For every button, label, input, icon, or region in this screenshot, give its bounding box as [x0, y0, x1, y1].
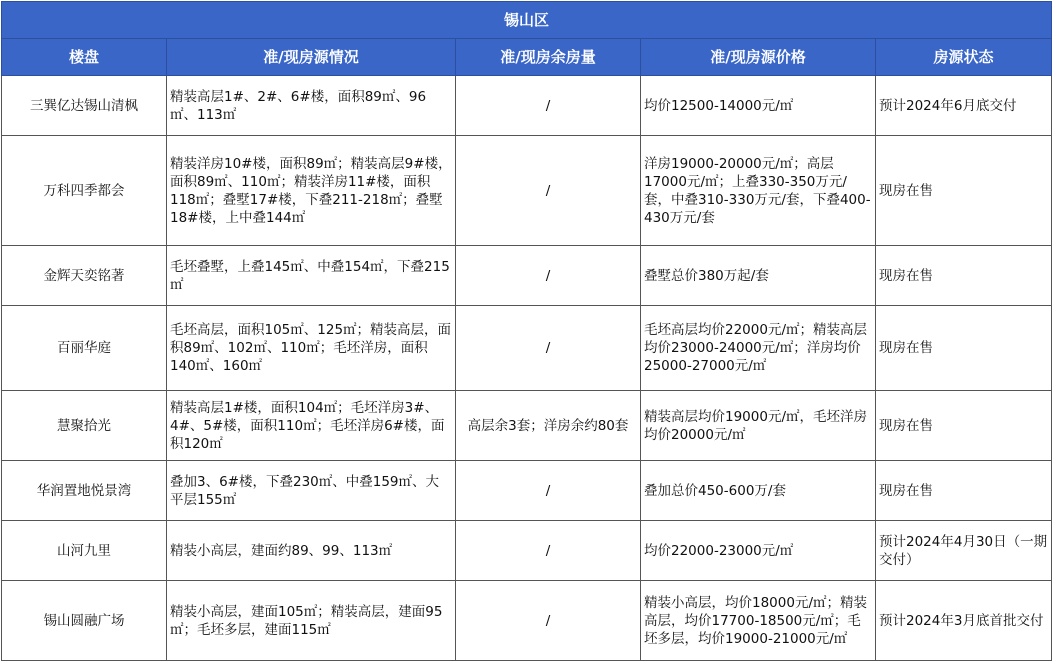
supply-info: 精装高层1#楼，面积104㎡；毛坯洋房3#、4#、5#楼，面积110㎡；毛坯洋房6#楼，面积120㎡: [167, 391, 456, 461]
price-info: 均价22000-23000元/㎡: [641, 521, 876, 581]
remaining-units: /: [456, 306, 641, 391]
project-name: 百丽华庭: [2, 306, 167, 391]
table-row: [2, 136, 1052, 246]
remaining-units: /: [456, 461, 641, 521]
price-info: 毛坯高层均价22000元/㎡；精装高层均价23000-24000元/㎡；洋房均价25000-27000元/㎡: [641, 306, 876, 391]
table-row: [2, 581, 1052, 661]
table-row: [2, 521, 1052, 581]
header-supply: 准/现房源情况: [167, 39, 456, 76]
price-info: 洋房19000-20000元/㎡；高层17000元/㎡；上叠330-350万元/套，中叠310-330万元/套，下叠400-430万元/套: [641, 136, 876, 246]
header-remaining: 准/现房余房量: [456, 39, 641, 76]
remaining-units: /: [456, 76, 641, 136]
housing-table: [1, 1, 1052, 661]
table-header-row: [2, 39, 1052, 76]
remaining-units: /: [456, 136, 641, 246]
remaining-units: /: [456, 246, 641, 306]
project-name: 华润置地悦景湾: [2, 461, 167, 521]
price-info: 精装小高层，均价18000元/㎡；精装高层，均价17700-18500元/㎡；毛坯多层，均价19000-21000元/㎡: [641, 581, 876, 661]
table-row: [2, 76, 1052, 136]
supply-info: 精装小高层，建面约89、99、113㎡: [167, 521, 456, 581]
table-row: [2, 246, 1052, 306]
table-title: 锡山区: [2, 2, 1052, 39]
price-info: 均价12500-14000元/㎡: [641, 76, 876, 136]
project-name: 山河九里: [2, 521, 167, 581]
supply-info: 毛坯高层，面积105㎡、125㎡；精装高层，面积89㎡、102㎡、110㎡；毛坯洋房，面积140㎡、160㎡: [167, 306, 456, 391]
status-info: 现房在售: [876, 246, 1052, 306]
project-name: 三巽亿达锡山清枫: [2, 76, 167, 136]
project-name: 金辉天奕铭著: [2, 246, 167, 306]
supply-info: 精装高层1#、2#、6#楼，面积89㎡、96㎡、113㎡: [167, 76, 456, 136]
status-info: 现房在售: [876, 306, 1052, 391]
status-info: 现房在售: [876, 461, 1052, 521]
table-row: [2, 391, 1052, 461]
supply-info: 精装小高层，建面105㎡；精装高层，建面95㎡；毛坯多层，建面115㎡: [167, 581, 456, 661]
price-info: 叠加总价450-600万/套: [641, 461, 876, 521]
project-name: 慧聚拾光: [2, 391, 167, 461]
status-info: 现房在售: [876, 136, 1052, 246]
supply-info: 毛坯叠墅，上叠145㎡、中叠154㎡，下叠215㎡: [167, 246, 456, 306]
header-project: 楼盘: [2, 39, 167, 76]
remaining-units: /: [456, 581, 641, 661]
remaining-units: /: [456, 521, 641, 581]
table-row: [2, 306, 1052, 391]
supply-info: 精装洋房10#楼，面积89㎡；精装高层9#楼，面积89㎡、110㎡；精装洋房11#楼，面积118㎡；叠墅17#楼，下叠211-218㎡；叠墅18#楼，上中叠144㎡: [167, 136, 456, 246]
status-info: 预计2024年6月底交付: [876, 76, 1052, 136]
header-status: 房源状态: [876, 39, 1052, 76]
header-price: 准/现房源价格: [641, 39, 876, 76]
project-name: 万科四季都会: [2, 136, 167, 246]
table-row: [2, 461, 1052, 521]
status-info: 现房在售: [876, 391, 1052, 461]
status-info: 预计2024年4月30日（一期交付）: [876, 521, 1052, 581]
status-info: 预计2024年3月底首批交付: [876, 581, 1052, 661]
project-name: 锡山圆融广场: [2, 581, 167, 661]
supply-info: 叠加3、6#楼，下叠230㎡、中叠159㎡、大平层155㎡: [167, 461, 456, 521]
price-info: 精装高层均价19000元/㎡，毛坯洋房均价20000元/㎡: [641, 391, 876, 461]
remaining-units: 高层余3套；洋房余约80套: [456, 391, 641, 461]
price-info: 叠墅总价380万起/套: [641, 246, 876, 306]
table-title-row: [2, 2, 1052, 39]
